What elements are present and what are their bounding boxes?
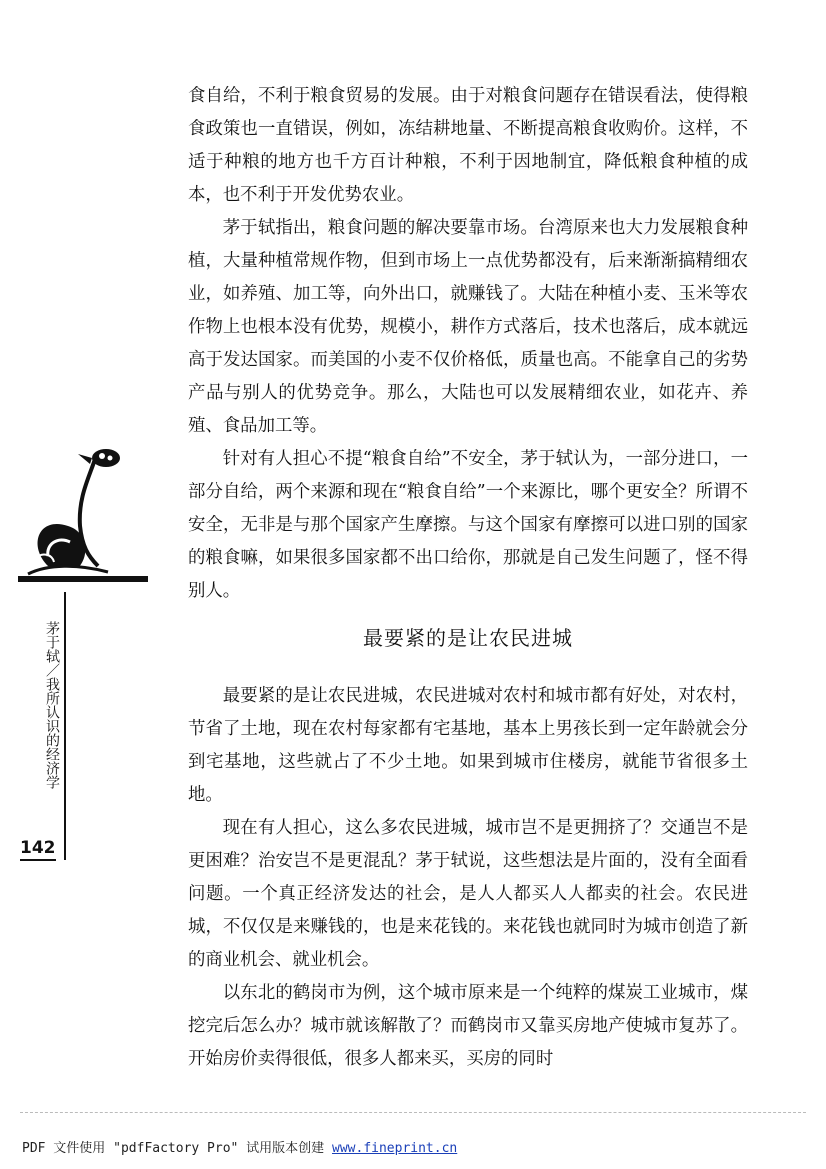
- paragraph: 茅于轼指出，粮食问题的解决要靠市场。台湾原来也大力发展粮食种植，大量种植常规作物，但到市场上一点优势都没有，后来渐渐搞精细农业，如养殖、加工等，向外出口，就赚钱了。大陆在种植小麦、玉米等农作物上也根本没有优势，规模小，耕作方式落后，技术也落后，成本就远高于发达国家。而美国的小麦不仅价格低，质量也高。不能拿自己的劣势产品与别人的优势竞争。那么，大陆也可以发展精细农业，如花卉、养殖、食品加工等。: [188, 218, 748, 436]
- footer-text: PDF 文件使用 "pdfFactory Pro" 试用版本创建: [22, 1141, 333, 1156]
- page-number: 142: [20, 838, 56, 861]
- body-text-part1: [188, 80, 748, 608]
- pdf-footer: [22, 1137, 457, 1156]
- paragraph: 以东北的鹤岗市为例，这个城市原来是一个纯粹的煤炭工业城市，煤挖完后怎么办？城市就该解散了？而鹤岗市又靠买房地产使城市复苏了。开始房价卖得很低，很多人都来买，买房的同时: [188, 983, 748, 1069]
- footer-link[interactable]: www.fineprint.cn: [332, 1141, 458, 1156]
- book-title-vertical: 茅于轼／我所认识的经济学: [44, 621, 60, 789]
- section-heading: 最要紧的是让农民进城: [363, 626, 573, 650]
- footer-divider: [20, 1112, 806, 1114]
- paragraph: 针对有人担心不提“粮食自给”不安全，茅于轼认为，一部分进口，一部分自给，两个来源和现在“粮食自给”一个来源比，哪个更安全？所谓不安全，无非是与那个国家产生摩擦。与这个国家有摩擦可以进口别的国家的粮食嘛，如果很多国家都不出口给你，那就是自己发生问题了，怪不得别人。: [188, 449, 748, 601]
- side-divider: [64, 592, 66, 860]
- bird-ornament-icon: [18, 436, 148, 596]
- paragraph: 现在有人担心，这么多农民进城，城市岂不是更拥挤了？交通岂不是更困难？治安岂不是更混乱？茅于轼说，这些想法是片面的，没有全面看问题。一个真正经济发达的社会，是人人都买人人都卖的社会。农民进城，不仅仅是来赚钱的，也是来花钱的。来花钱也就同时为城市创造了新的商业机会、就业机会。: [188, 818, 748, 970]
- paragraph: 食自给，不利于粮食贸易的发展。由于对粮食问题存在错误看法，使得粮食政策也一直错误，例如，冻结耕地量、不断提高粮食收购价。这样，不适于种粮的地方也千方百计种粮，不利于因地制宜，降低粮食种植的成本，也不利于开发优势农业。: [188, 86, 748, 205]
- paragraph: 最要紧的是让农民进城，农民进城对农村和城市都有好处，对农村，节省了土地，现在农村每家都有宅基地，基本上男孩长到一定年龄就会分到宅基地，这些就占了不少土地。如果到城市住楼房，就能节省很多土地。: [188, 686, 748, 805]
- body-text-part2: [188, 680, 748, 1076]
